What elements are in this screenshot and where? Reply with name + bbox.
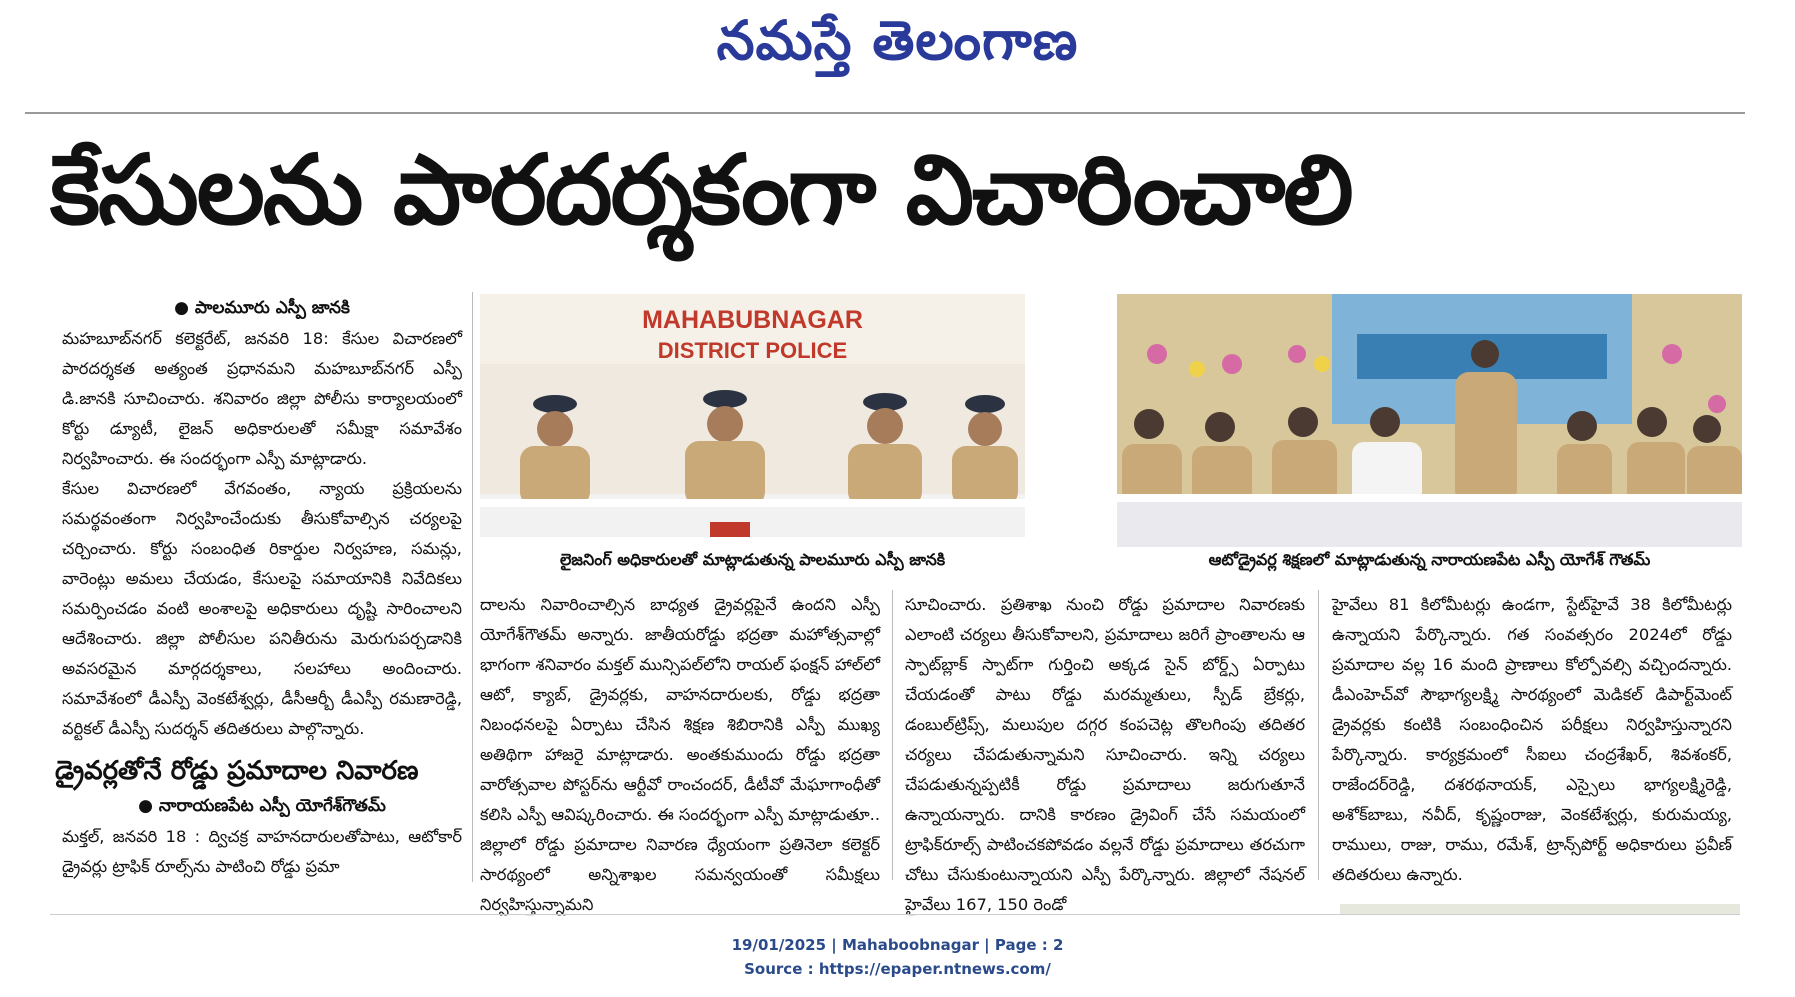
photo2-caption: ఆటోడ్రైవర్ల శిక్షణలో మాట్లాడుతున్న నారాయణపేట ఎస్పీ యోగేశ్ గౌతమ్ bbox=[1208, 550, 1651, 569]
article2-paragraph-3: సూచించారు. ప్రతిశాఖ నుంచి రోడ్డు ప్రమాదాల నివారణకు ఎలాంటి చర్యలు తీసుకోవాలని, ప్రమాదాలు జరిగే ప్రాంతాలను ఆ స్పాట్‌బ్లాక్ స్పాట్‌గా గుర్తించి అక్కడ సైన్ బోర్డ్స్ ఏర్పాటు చేయడంతో పాటు రోడ్డు మరమ్మతులు, స్పీడ్ బ్రేకర్లు, డంబుల్‌ట్రిప్స్, మలుపుల దగ్గర కంపచెట్ల తొలగింపు తదితర చర్యలు చేపడుతున్నామని సూచించారు. ఇన్ని చర్యలు చేపడుతున్నప్పటికీ రోడ్డు ప్రమాదాలు జరుగుతూనే ఉన్నాయన్నారు. దానికి కారణం డ్రైవింగ్ చేసే సమయంలో ట్రాఫిక్‌రూల్స్ పాటించకపోవడం వల్లనే రోడ్డు ప్రమాదాలు తరచుగా చోటు చేసుకుంటున్నాయని ఎస్పీ పేర్కొన్నారు. జిల్లాలో నేషనల్ హైవేలు 167, 150 రెండో bbox=[905, 595, 1305, 914]
article2-column-1 bbox=[62, 790, 462, 882]
photo-road-safety-training bbox=[1117, 294, 1742, 547]
masthead-rule bbox=[25, 112, 1745, 114]
column-divider bbox=[892, 590, 893, 880]
article2-subhead: డ్రైవర్లతోనే రోడ్డు ప్రమాదాల నివారణ bbox=[55, 756, 419, 786]
article1-paragraph-2: కేసుల విచారణలో వేగవంతం, న్యాయ ప్రక్రియలను సమర్థవంతంగా నిర్వహించేందుకు తీసుకోవాల్సిన చర్యలపై చర్చించారు. కోర్టు సంబంధిత రికార్డుల నిర్వహణ, సమన్లు, వారెంట్లు అమలు చేయడం, కేసులపై సమాయానికి నివేదికలు సమర్పించడం వంటి అంశాలపై అధికారులు దృష్టి సారించాలని ఆదేశించారు. జిల్లా పోలీసుల పనితీరును మెరుగుపర్చడానికి అవసరమైన మార్గదర్శకాలు, సలహాలు అందించారు. సమావేశంలో డీఎస్పీ వెంకటేశ్వర్లు, డీసీఆర్బీ డీఎస్పీ రమణారెడ్డి, వర్టికల్ డీఎస్పీ సుదర్శన్ తదితరులు పాల్గొన్నారు. bbox=[62, 479, 462, 738]
photo-mahabubnagar-police bbox=[480, 294, 1025, 537]
article2-column-4 bbox=[1332, 590, 1732, 890]
article2-paragraph-4: హైవేలు 81 కిలోమీటర్లు ఉండగా, స్టేట్‌హైవే 38 కిలోమీటర్లు ఉన్నాయని పేర్కొన్నారు. గత సంవత్సరం 2024లో రోడ్డు ప్రమాదాల వల్ల 16 మంది ప్రాణాలు కోల్పోవల్సి వచ్చిందన్నారు. డీఎంహెచ్‌వో సౌభాగ్యలక్ష్మి సారథ్యంలో మెడికల్ డిపార్ట్‌మెంట్ డ్రైవర్లకు కంటికి సంబంధించిన పరీక్షలు నిర్వహిస్తున్నారని పేర్కొన్నారు. కార్యక్రమంలో సీఐలు చంద్రశేఖర్, శివశంకర్, రాజేందర్‌రెడ్డి, దశరథనాయక్, ఎస్సైలు భాగ్యలక్ష్మిరెడ్డి, అశోక్‌బాబు, నవీద్, కృష్ణంరాజు, వెంకటేశ్వర్లు, కురుమయ్య, రాములు, రాజు, రాము, రమేశ్, ట్రాన్స్‌పోర్ట్ అధికారులు ప్రవీణ్ తదితరులు ఉన్నారు. bbox=[1332, 595, 1732, 884]
police-banner bbox=[480, 304, 1025, 366]
photo1-caption: లైజనింగ్ అధికారులతో మాట్లాడుతున్న పాలమూరు ఎస్పీ జానకి bbox=[559, 550, 946, 569]
article1-paragraph-1: మహబూబ్‌నగర్ కలెక్టరేట్, జనవరి 18: కేసుల విచారణలో పారదర్శకత అత్యంత ప్రధానమని మహబూబ్‌నగర్ ఎస్పీ డి.జానకి సూచించారు. శనివారం జిల్లా పోలీసు కార్యాలయంలో కోర్టు డ్యూటీ, లైజన్ అధికారులతో సమీక్షా సమావేశం నిర్వహించారు. ఈ సందర్భంగా ఎస్పీ మాట్లాడారు. bbox=[62, 329, 462, 468]
banner-line-2: DISTRICT POLICE bbox=[657, 338, 848, 363]
page-edge-strip bbox=[1340, 904, 1740, 914]
article2-column-3 bbox=[905, 590, 1305, 920]
column-divider bbox=[1318, 590, 1319, 880]
article2-column-2 bbox=[480, 590, 880, 920]
footer-date-edition: 19/01/2025 | Mahaboobnagar | Page : 2 bbox=[731, 936, 1064, 954]
article2-paragraph-2: దాలను నివారించాల్సిన బాధ్యత డ్రైవర్లపైనే ఉందని ఎస్పీ యోగేశ్‌గౌతమ్ అన్నారు. జాతీయరోడ్డు భద్రతా మహోత్సవాల్లో భాగంగా శనివారం మక్తల్ మున్సిపల్‌లోని రాయల్ ఫంక్షన్ హాల్‌లో ఆటో, క్యాబ్, డ్రైవర్లకు, వాహనదారులకు, రోడ్డు భద్రతా నిబంధనలపై ఏర్పాటు చేసిన శిక్షణ శిబిరానికి ఎస్పీ ముఖ్య అతిథిగా హాజరై మాట్లాడారు. అంతకుముందు రోడ్డు భద్రతా వారోత్సవాల పోస్టర్‌ను ఆర్టీవో రాంచందర్, డీటీవో మేఘాగాంధీతో కలిసి ఎస్పీ ఆవిష్కరించారు. ఈ సందర్భంగా ఎస్పీ మాట్లాడుతూ.. జిల్లాలో రోడ్డు ప్రమాదాల నివారణ ధ్యేయంగా ప్రతినెలా కలెక్టర్ సారథ్యంలో అన్నిశాఖల సమన్వయంతో సమీక్షలు నిర్వహిస్తున్నామని bbox=[480, 595, 880, 914]
article2-byline: ● నారాయణపేట ఎస్పీ యోగేశ్‌గౌతమ్ bbox=[138, 796, 386, 816]
column-divider bbox=[472, 292, 473, 882]
banner-line-1: MAHABUBNAGAR bbox=[642, 306, 863, 334]
bottom-rule bbox=[50, 914, 1740, 915]
article1-byline: ● పాలమూరు ఎస్పీ జానకి bbox=[174, 298, 350, 318]
masthead-logo: నమస్తే తెలంగాణ bbox=[716, 8, 1079, 72]
headline: కేసులను పారదర్శకంగా విచారించాలి bbox=[50, 134, 1352, 246]
article1-column bbox=[62, 292, 462, 744]
article2-paragraph-1: మక్తల్, జనవరి 18 : ద్విచక్ర వాహనదారులతోపాటు, ఆటోకార్ డ్రైవర్లు ట్రాఫిక్ రూల్స్‌ను పాటించి రోడ్డు ప్రమా bbox=[62, 827, 462, 876]
footer-source: Source : https://epaper.ntnews.com/ bbox=[744, 960, 1051, 978]
